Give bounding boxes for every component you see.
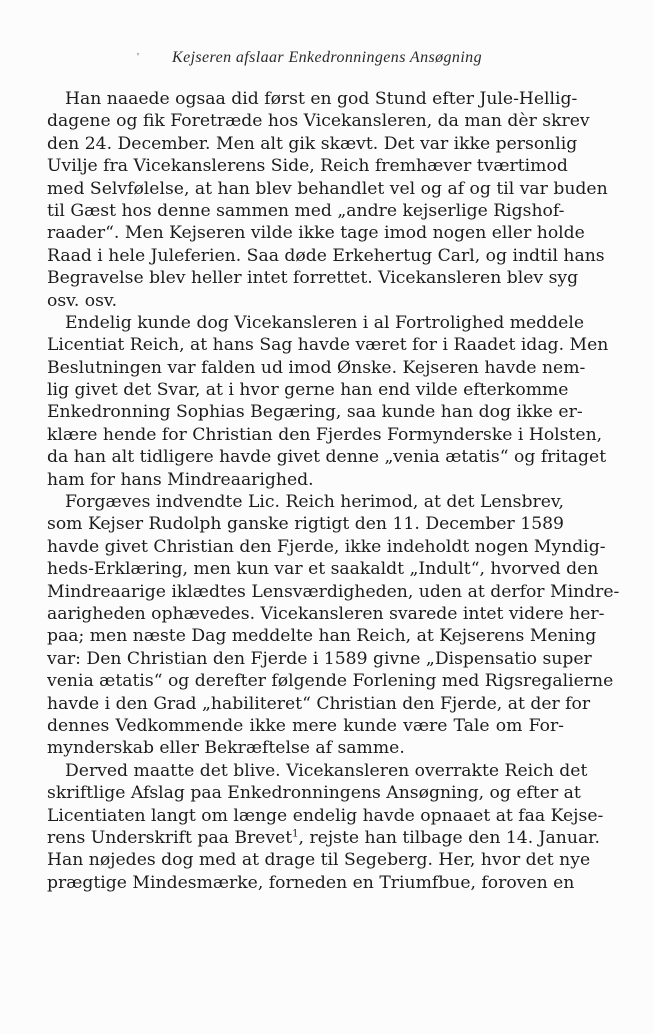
text-line: dagene og fik Foretræde hos Vicekansleren, da man dèr skrev bbox=[47, 111, 590, 132]
text-line: havde i den Grad „habiliteret“ Christian den Fjerde, at der for bbox=[47, 693, 591, 714]
text-line: venia ætatis“ og derefter følgende Forlening med Rigsregalierne bbox=[47, 671, 614, 692]
text-line: som Kejser Rudolph ganske rigtigt den 11. December 1589 bbox=[47, 514, 564, 535]
text-line: Forgæves indvendte Lic. Reich herimod, at det Lensbrev, bbox=[65, 492, 564, 513]
text-line: heds-Erklæring, men kun var et saakaldt „Indult“, hvorved den bbox=[47, 559, 599, 580]
text-line-with-footnote bbox=[47, 827, 600, 849]
paragraph-3 bbox=[47, 491, 620, 760]
text-line: prægtige Mindesmærke, forneden en Triumfbue, foroven en bbox=[47, 872, 575, 893]
text-line: mynderskab eller Bekræftelse af samme. bbox=[47, 738, 405, 759]
text-line: Uvilje fra Vicekanslerens Side, Reich fremhæver tværtimod bbox=[47, 156, 568, 177]
text-line: raader“. Men Kejseren vilde ikke tage imod nogen eller holde bbox=[47, 223, 585, 244]
running-head-title: Kejseren afslaar Enkedronningens Ansøgning bbox=[172, 49, 482, 66]
text-line: Licentiaten langt om længe endelig havde opnaaet at faa Kejse- bbox=[47, 805, 604, 826]
text-line: havde givet Christian den Fjerde, ikke indeholdt nogen Myndig- bbox=[47, 536, 606, 557]
paragraph-2 bbox=[47, 312, 609, 491]
text-line: Licentiat Reich, at hans Sag havde været for i Raadet idag. Men bbox=[47, 335, 609, 356]
text-line: med Selvfølelse, at han blev behandlet vel og af og til var buden bbox=[47, 178, 608, 199]
text-line: Mindreaarige iklædtes Lensværdigheden, uden at derfor Mindre- bbox=[47, 581, 620, 602]
text-line: dennes Vedkommende ikke mere kunde være Tale om For- bbox=[47, 715, 564, 736]
body-text bbox=[47, 88, 620, 894]
text-line: aarigheden ophævedes. Vicekansleren svarede intet videre her- bbox=[47, 603, 605, 624]
text-line: lig givet det Svar, at i hvor gerne han end vilde efterkomme bbox=[47, 380, 569, 401]
text-line: Raad i hele Juleferien. Saa døde Erkehertug Carl, og indtil hans bbox=[47, 245, 605, 266]
text-line: Enkedronning Sophias Begæring, saa kunde han dog ikke er- bbox=[47, 402, 583, 423]
text-line-part: , rejste han tilbage den 14. Januar. bbox=[298, 827, 600, 848]
paragraph-1 bbox=[47, 88, 608, 312]
text-line: osv. osv. bbox=[47, 290, 118, 311]
text-line: Han naaede ogsaa did først en god Stund efter Jule-Hellig- bbox=[65, 89, 578, 109]
running-head bbox=[0, 49, 654, 67]
text-line: klære hende for Christian den Fjerdes Formynderske i Holsten, bbox=[47, 424, 603, 445]
text-line: da han alt tidligere havde givet denne „venia ætatis“ og fritaget bbox=[47, 447, 607, 468]
text-line: paa; men næste Dag meddelte han Reich, at Kejserens Mening bbox=[47, 626, 597, 647]
text-line: Derved maatte det blive. Vicekansleren overrakte Reich det bbox=[65, 760, 588, 781]
text-line: var: Den Christian den Fjerde i 1589 givne „Dispensatio super bbox=[47, 648, 592, 669]
text-line: til Gæst hos denne sammen med „andre kejserlige Rigshof- bbox=[47, 200, 565, 221]
text-line-part: rens Underskrift paa Brevet bbox=[47, 827, 293, 848]
printer-mark: ' bbox=[137, 51, 140, 63]
text-line: skriftlige Afslag paa Enkedronningens Ansøgning, og efter at bbox=[47, 783, 581, 804]
paragraph-4 bbox=[47, 760, 604, 894]
footnote-marker: 1 bbox=[292, 828, 299, 840]
text-line: Beslutningen var falden ud imod Ønske. Kejseren havde nem- bbox=[47, 357, 586, 378]
text-line: den 24. December. Men alt gik skævt. Det var ikke personlig bbox=[47, 133, 578, 154]
text-line: Endelig kunde dog Vicekansleren i al Fortrolighed meddele bbox=[65, 312, 585, 333]
text-line: Begravelse blev heller intet forrettet. Vicekansleren blev syg bbox=[47, 268, 579, 289]
text-line: ham for hans Mindreaarighed. bbox=[47, 469, 314, 490]
text-line: Han nøjedes dog med at drage til Segeberg. Her, hvor det nye bbox=[47, 850, 591, 871]
